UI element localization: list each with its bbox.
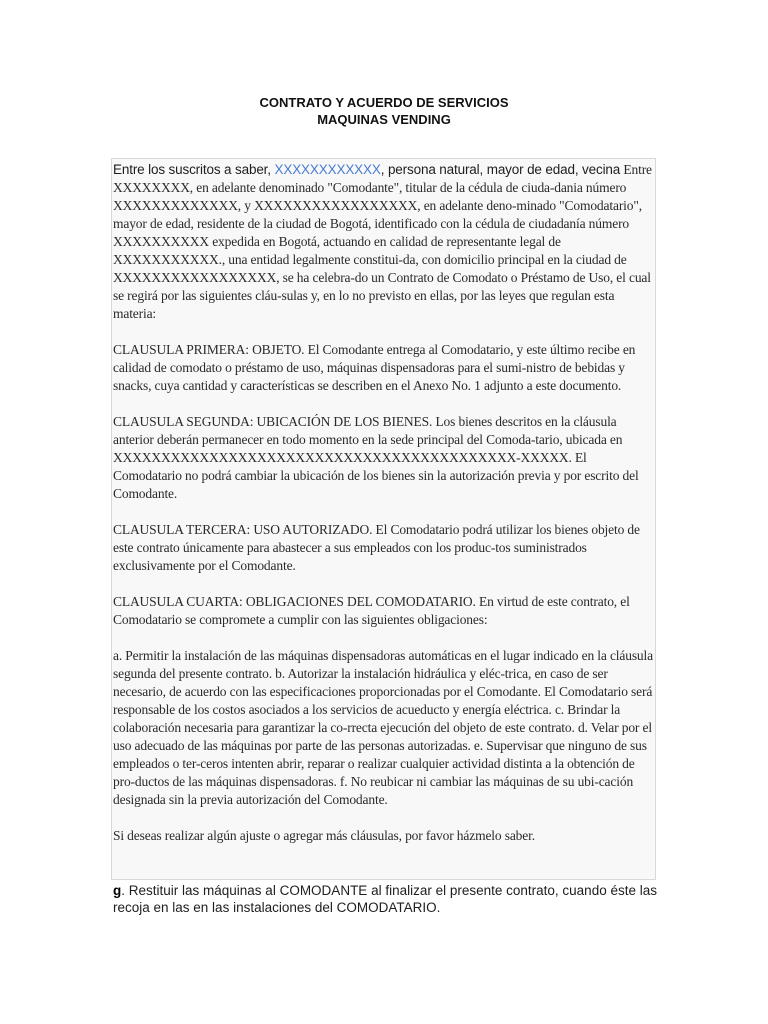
- title-line-2: MAQUINAS VENDING: [317, 112, 451, 127]
- clause-text: Los bienes descritos en la cláusula anterior deberán permanecer en todo momento en la sede principal del Comoda-tario, ubicada en XXXXXXXXXXXXXXXXXXXXXXXXXXXXXXXXXXXXXXXXXX-XXXXX. El Comodatario no podrá cambiar la ubicación de los bienes sin la autorización previa y por escrito del Comodante.: [113, 414, 639, 501]
- clause-cuarta: [113, 593, 658, 629]
- document-title: [0, 94, 768, 128]
- intro-lead: Entre los suscritos a saber,: [113, 162, 275, 177]
- clause-heading: CLAUSULA TERCERA: USO AUTORIZADO.: [113, 522, 373, 537]
- clause-heading: CLAUSULA PRIMERA: OBJETO.: [113, 342, 305, 357]
- clause-primera: [113, 341, 658, 395]
- contract-body: [113, 161, 658, 845]
- intro-body: Entre XXXXXXXX, en adelante denominado "Comodante", titular de la cédula de ciuda-dania número XXXXXXXXXXXXX, y XXXXXXXXXXXXXXXXX, en adelante deno-minado "Comodatario", mayor de edad, residente de la ciudad de Bogotá, identificado con la cédula de ciudadanía número XXXXXXXXXX expedida en Bogotá, actuando en calidad de representante legal de XXXXXXXXXXX., una entidad legalmente constitui-da, con domicilio principal en la ciudad de XXXXXXXXXXXXXXXXX, se ha celebra-do un Contrato de Comodato o Préstamo de Uso, el cual se regirá por las siguientes cláu-sulas y, en lo no previsto en ellas, por las leyes que regulan esta materia:: [113, 162, 652, 321]
- closing-note: Si deseas realizar algún ajuste o agregar más cláusulas, por favor házmelo saber.: [113, 828, 535, 843]
- intro-paragraph: [113, 161, 658, 323]
- name-placeholder-link[interactable]: XXXXXXXXXXXX: [274, 162, 381, 177]
- clause-heading: CLAUSULA CUARTA: OBLIGACIONES DEL COMODATARIO.: [113, 594, 476, 609]
- intro-lead-tail: , persona natural, mayor de edad, vecina: [380, 162, 621, 177]
- title-line-1: CONTRATO Y ACUERDO DE SERVICIOS: [259, 95, 509, 110]
- clause-text: El Comodante entrega al Comodatario, y este último recibe en calidad de comodato o préstamo de uso, máquinas dispensadoras para el sumi-nistro de bebidas y snacks, cuya cantidad y características se describen en el Anexo No. 1 adjunto a este documento.: [113, 342, 636, 393]
- clause-tercera: [113, 521, 658, 575]
- obligations-list: a. Permitir la instalación de las máquinas dispensadoras automáticas en el lugar indicado en la cláusula segunda del presente contrato. b. Autorizar la instalación hidráulica y eléc-trica, en caso de ser necesario, de acuerdo con las especificaciones proporcionadas por el Comodante. El Comodatario será responsable de los costos asociados a los servicios de acueducto y energía eléctrica. c. Brindar la colaboración necesaria para garantizar la co-rrecta ejecución del objeto de este contrato. d. Velar por el uso adecuado de las máquinas por parte de las personas autorizadas. e. Supervisar que ninguno de sus empleados o ter-ceros intenten abrir, reparar o realizar cualquier actividad distinta a la obtención de pro-ductos de las máquinas dispensadoras. f. No reubicar ni cambiar las máquinas de su ubi-cación designada sin la previa autorización del Comodante.: [113, 648, 653, 807]
- clause-segunda: [113, 413, 658, 503]
- clause-heading: CLAUSULA SEGUNDA: UBICACIÓN DE LOS BIENES.: [113, 414, 433, 429]
- obligation-g-text: . Restituir las máquinas al COMODANTE al finalizar el presente contrato, cuando éste las recoja en las en las instalaciones del COMODATARIO.: [113, 883, 657, 915]
- obligation-g: [113, 882, 673, 916]
- clause-text: En virtud de este contrato, el Comodatario se compromete a cumplir con las siguientes obligaciones:: [113, 594, 630, 627]
- obligation-g-marker: g: [113, 883, 122, 898]
- clause-text: El Comodatario podrá utilizar los bienes objeto de este contrato únicamente para abastecer a sus empleados con los produc-tos suministrados exclusivamente por el Comodante.: [113, 522, 640, 573]
